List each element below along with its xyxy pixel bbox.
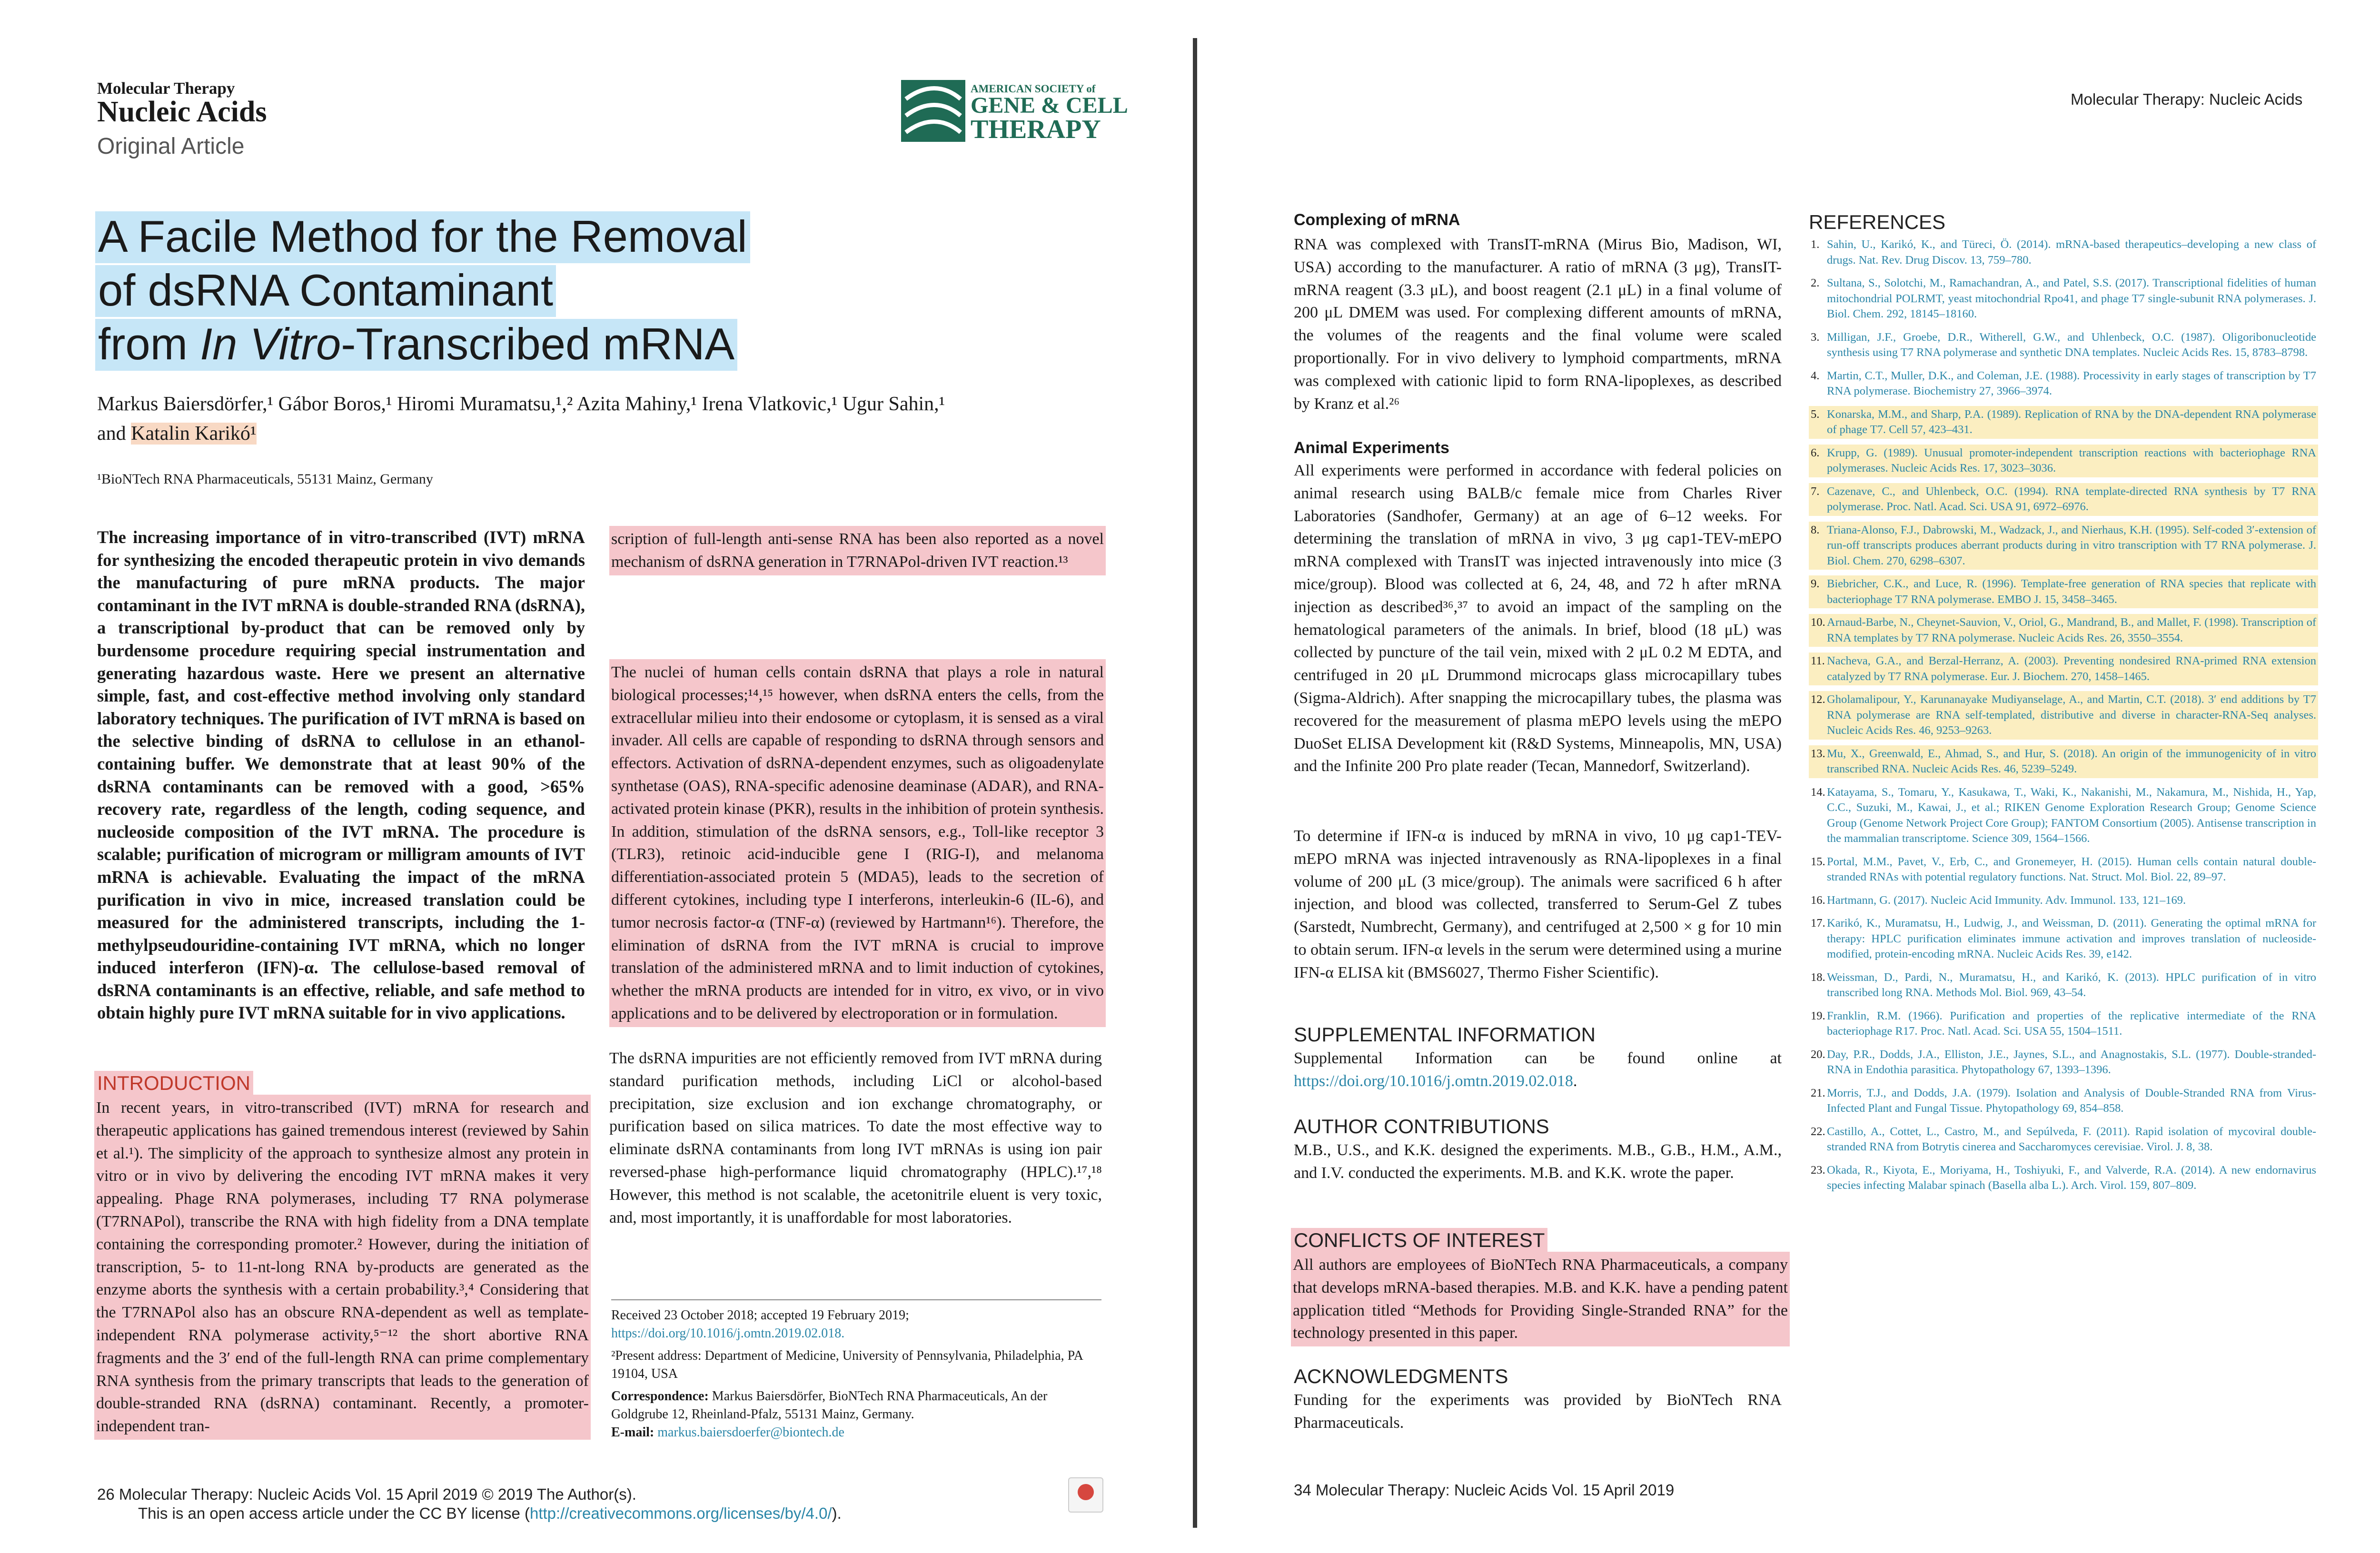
reference-item[interactable]	[1809, 275, 2318, 323]
reference-item[interactable]	[1809, 691, 2318, 740]
affiliation: ¹BioNTech RNA Pharmaceuticals, 55131 Mainz, Germany	[97, 471, 433, 487]
reference-item[interactable]	[1809, 892, 2318, 910]
footer-left-line1: 26 Molecular Therapy: Nucleic Acids Vol. 15 April 2019 © 2019 The Author(s).	[97, 1485, 636, 1503]
crossmark-icon[interactable]	[1068, 1477, 1103, 1513]
introduction-body: In recent years, in vitro-transcribed (IVT) mRNA for research and therapeutic applications has gained tremendous interest (reviewed by Sahin et al.¹). The simplicity of the approach to synthesize almost any protein in vitro or in vivo by delivering the encoding IVT mRNA makes it very appealing. Phage RNA polymerases, including T7 RNA polymerase (T7RNAPol), transcribe the RNA with high fidelity from a DNA template containing the corresponding promoter.² However, during the initiation of transcription, 5- to 11-nt-long RNA by-products are generated as the enzyme aborts the synthesis with a certain probability.³,⁴ Considering that the T7RNAPol also has an obscure RNA-dependent as well as template-independent RNA polymerase activity,⁵⁻¹² the short abortive RNA fragments and the 3′ end of the full-length RNA can prime complementary RNA synthesis from the primary transcripts that leads to the generation of double-stranded RNA (dsRNA) contaminant. Recently, a promoter-independent tran-	[94, 1095, 591, 1440]
logo-mark-icon	[901, 80, 965, 142]
running-head: Molecular Therapy: Nucleic Acids	[2071, 90, 2303, 108]
reference-text[interactable]: Katayama, S., Tomaru, Y., Kasukawa, T., Waki, K., Nakanishi, M., Nakamura, M., Nishida, H., Yap, C.C., Suzuki, M., Kawai, J., et al.; RIKEN Genome Exploration Research Group; Genome Science Group (Genome Network Project Core Group); FANTOM Consortium (2005). Antisense transcription in the mammalian transcriptome. Science 309, 1564–1566.	[1827, 785, 2316, 845]
acknowledgments-heading: ACKNOWLEDGMENTS	[1294, 1365, 1508, 1387]
reference-text[interactable]: Franklin, R.M. (1966). Purification and properties of the replicative intermediate of the RNA bacteriophage R17. Proc. Natl. Acad. Sci. USA 55, 1504–1511.	[1827, 1009, 2316, 1038]
reference-text[interactable]: Sultana, S., Solotchi, M., Ramachandran, A., and Patel, S.S. (2017). Transcriptional fidelities of human mitochondrial POLRMT, yeast mitochondrial Rpo41, and phage T7 single-subunit RNA polymerases. J. Biol. Chem. 292, 18145–18160.	[1827, 277, 2316, 320]
reference-item[interactable]	[1809, 406, 2318, 439]
logo-text-line1: AMERICAN SOCIETY of	[971, 83, 1096, 95]
footer-right: 34 Molecular Therapy: Nucleic Acids Vol. 15 April 2019	[1294, 1481, 1675, 1499]
authors-line-2: and Katalin Karikó¹	[97, 423, 257, 445]
page-divider	[1193, 38, 1197, 1528]
reference-item[interactable]	[1809, 367, 2318, 400]
reference-item[interactable]	[1809, 1123, 2318, 1156]
authors-line-1: Markus Baiersdörfer,¹ Gábor Boros,¹ Hiromi Muramatsu,¹,² Azita Mahiny,¹ Irena Vlatkovic,¹ Ugur Sahin,¹	[97, 393, 945, 415]
abstract: The increasing importance of in vitro-transcribed (IVT) mRNA for synthesizing the encoded therapeutic protein in vivo demands the manufacturing of pure mRNA products. The major contaminant in the IVT mRNA is double-stranded RNA (dsRNA), a transcriptional by-product that can be removed only by burdensome procedure requiring special instrumentation and generating hazardous waste. Here we present an alternative simple, fast, and cost-effective method involving only standard laboratory techniques. The purification of IVT mRNA is based on the selective binding of dsRNA to cellulose in an ethanol-containing buffer. We demonstrate that at least 90% of the dsRNA contaminants can be removed with a good, >65% recovery rate, regardless of the length, coding sequence, and nucleoside composition of the IVT mRNA. The procedure is scalable; purification of microgram or milligram amounts of IVT mRNA is achievable. Evaluating the impact of the mRNA purification in vivo in mice, increased translation could be measured for the administered transcripts, including the 1-methylpseudouridine-containing IVT mRNA, which no longer induced interferon (IFN)-α. The cellulose-based removal of dsRNA contaminants is an effective, reliable, and safe method to obtain highly pure IVT mRNA suitable for in vivo applications.	[97, 527, 585, 1023]
reference-number: 23.	[1811, 1163, 1825, 1177]
reference-number: 19.	[1811, 1009, 1825, 1022]
reference-text[interactable]: Martin, C.T., Muller, D.K., and Coleman, J.E. (1988). Processivity in early stages of transcription by T7 RNA polymerase. Biochemistry 27, 3966–3974.	[1827, 369, 2316, 397]
introduction-heading: INTRODUCTION	[94, 1071, 253, 1096]
reference-number: 12.	[1811, 693, 1825, 706]
reference-item[interactable]	[1809, 1162, 2318, 1195]
reference-number: 18.	[1811, 970, 1825, 984]
reference-number: 20.	[1811, 1048, 1825, 1061]
received-info	[611, 1306, 1101, 1343]
reference-text[interactable]: Day, P.R., Dodds, J.A., Elliston, J.E., Jaynes, S.L., and Anagnostakis, S.L. (1977). Double-stranded-RNA in Endothia parasitica. Phytopathology 67, 1393–1396.	[1827, 1048, 2316, 1076]
reference-number: 4.	[1811, 369, 1820, 382]
reference-item[interactable]	[1809, 614, 2318, 647]
reference-text[interactable]: Okada, R., Kiyota, E., Moriyama, H., Toshiyuki, F., and Valverde, R.A. (2014). A new endornavirus species infecting Malabar spinach (Basella alba L.). Arch. Virol. 159, 807–809.	[1827, 1163, 2316, 1192]
reference-text[interactable]: Mu, X., Greenwald, E., Ahmad, S., and Hur, S. (2018). An origin of the immunogenicity of in vitro transcribed RNA. Nucleic Acids Res. 46, 5239–5249.	[1827, 747, 2316, 775]
society-logo	[901, 80, 1128, 147]
title-line-3: from In Vitro-Transcribed mRNA	[95, 319, 737, 371]
supplemental-body: Supplemental Information can be found online at https://doi.org/10.1016/j.omtn.2019.02.018.	[1294, 1049, 1782, 1090]
reference-text[interactable]: Triana-Alonso, F.J., Dabrowski, M., Wadzack, J., and Nierhaus, K.H. (1995). Self-coded 3′-extension of run-off transcripts produces aberrant products during in vitro transcription with T7 RNA polymerase. J. Biol. Chem. 270, 6298–6307.	[1827, 523, 2316, 567]
title-line-2: of dsRNA Contaminant	[95, 265, 556, 317]
email-label: E-mail:	[611, 1425, 654, 1440]
footnote-divider	[611, 1299, 1101, 1300]
supplemental-link[interactable]: https://doi.org/10.1016/j.omtn.2019.02.018	[1294, 1072, 1573, 1090]
reference-number: 11.	[1811, 654, 1825, 667]
reference-item[interactable]	[1809, 483, 2318, 516]
acknowledgments-body: Funding for the experiments was provided by BioNTech RNA Pharmaceuticals.	[1294, 1391, 1782, 1432]
reference-item[interactable]	[1809, 745, 2318, 778]
email-link[interactable]: markus.baiersdoerfer@biontech.de	[654, 1425, 844, 1440]
reference-number: 21.	[1811, 1086, 1825, 1099]
article-type: Original Article	[97, 134, 245, 159]
supplemental-heading: SUPPLEMENTAL INFORMATION	[1294, 1023, 1596, 1046]
complexing-body: RNA was complexed with TransIT-mRNA (Mirus Bio, Madison, WI, USA) according to the manufacturer. A ratio of mRNA (3 μg), TransIT-mRNA reagent (3.3 μL), and boost reagent (2.1 μL) in a final volume of 200 μL DMEM was used. For complexing different amounts of mRNA, the volumes of the reagents and the final volume were scaled proportionally. For in vivo delivery to lymphoid compartments, mRNA was complexed with cationic lipid to form RNA-lipoplexes, as described by Kranz et al.²⁶	[1294, 236, 1782, 413]
correspondence-label: Correspondence:	[611, 1389, 709, 1404]
references-heading: REFERENCES	[1809, 211, 1946, 233]
reference-item[interactable]	[1809, 853, 2318, 886]
reference-number: 13.	[1811, 747, 1825, 760]
journal-name-small: Molecular Therapy	[97, 79, 235, 98]
reference-number: 1.	[1811, 238, 1820, 251]
reference-item[interactable]	[1809, 915, 2318, 963]
reference-number: 15.	[1811, 855, 1825, 868]
reference-number: 5.	[1811, 407, 1820, 421]
reference-text[interactable]: Hartmann, G. (2017). Nucleic Acid Immunity. Adv. Immunol. 133, 121–169.	[1827, 893, 2186, 907]
present-address: ²Present address: Department of Medicine, University of Pennsylvania, Philadelphia, PA 19104, USA	[611, 1348, 1083, 1381]
logo-text-line3: THERAPY	[971, 115, 1101, 144]
middle-paragraph-3: The dsRNA impurities are not efficiently removed from IVT mRNA during standard purification methods, including LiCl or alcohol-based precipitation, size exclusion and ion exchange chromatography, or purification based on silica matrices. To date the most effective way to eliminate dsRNA contaminants from long IVT mRNAs is using ion pair reversed-phase high-performance liquid chromatography (HPLC).¹⁷,¹⁸ However, this method is not scalable, the acetonitrile eluent is very toxic, and, most importantly, it is unaffordable for most laboratories.	[609, 1049, 1102, 1227]
crossmark-badge-icon	[1078, 1484, 1094, 1500]
reference-text[interactable]: Portal, M.M., Pavet, V., Erb, C., and Gronemeyer, H. (2015). Human cells contain natural double-stranded RNAs with potential regulatory functions. Nat. Struct. Mol. Biol. 22, 89–97.	[1827, 855, 2316, 883]
reference-item[interactable]	[1809, 236, 2318, 269]
footer-left-line2: This is an open access article under the CC BY license (http://creativecommons.org/licenses/by/4.0/).	[138, 1504, 842, 1522]
logo-text-line2: GENE & CELL	[971, 93, 1128, 118]
reference-number: 7.	[1811, 485, 1820, 498]
reference-text[interactable]: Weissman, D., Pardi, N., Muramatsu, H., and Karikó, K. (2013). HPLC purification of in vitro transcribed long RNA. Methods Mol. Biol. 969, 43–54.	[1827, 970, 2316, 999]
reference-number: 8.	[1811, 523, 1820, 536]
reference-text[interactable]: Cazenave, C., and Uhlenbeck, O.C. (1994). RNA template-directed RNA synthesis by T7 RNA polymerase. Proc. Natl. Acad. Sci. USA 91, 6972–6976.	[1827, 485, 2316, 513]
conflicts-heading: CONFLICTS OF INTEREST	[1291, 1228, 1547, 1253]
reference-text[interactable]: Castillo, A., Cottet, L., Castro, M., and Sepúlveda, F. (2011). Rapid isolation of mycoviral double-stranded RNA from Botrytis cinerea and Saccharomyces cerevisiae. Virol. J. 8, 38.	[1827, 1125, 2316, 1153]
reference-number: 6.	[1811, 446, 1820, 459]
article-title	[95, 209, 752, 371]
author-contributions-heading: AUTHOR CONTRIBUTIONS	[1294, 1115, 1549, 1138]
middle-paragraph-1: scription of full-length anti-sense RNA has been also reported as a novel mechanism of dsRNA generation in T7RNAPol-driven IVT reaction.¹³	[609, 526, 1106, 575]
received-dates: Received 23 October 2018; accepted 19 February 2019;	[611, 1308, 909, 1323]
correspondence	[611, 1387, 1101, 1442]
reference-item[interactable]	[1809, 969, 2318, 1002]
conflicts-body: All authors are employees of BioNTech RNA Pharmaceuticals, a company that develops mRNA-based therapies. M.B. and K.K. have a pending patent application titled “Methods for Providing Single-Stranded RNA” for the technology presented in this paper.	[1291, 1252, 1790, 1346]
complexing-heading: Complexing of mRNA	[1294, 211, 1460, 229]
reference-text[interactable]: Morris, T.J., and Dodds, J.A. (1979). Isolation and Analysis of Double-Stranded RNA from Virus-Infected Plant and Fungal Tissue. Phytopathology 69, 854–858.	[1827, 1086, 2316, 1115]
ifn-paragraph: To determine if IFN-α is induced by mRNA in vivo, 10 μg cap1-TEV-mEPO mRNA was injected intravenously as RNA-lipoplexes in a final volume of 200 μL (3 mice/group). The animals were sacrificed 6 h after injection, and blood was collected, transferred to Serum-Gel Z tubes (Sarstedt, Numbrecht, Germany), and centrifuged at 2,500 × g for 10 min to obtain serum. IFN-α levels in the serum were determined using a murine IFN-α ELISA kit (BMS6027, Thermo Fisher Scientific).	[1294, 827, 1782, 981]
animal-experiments-body: All experiments were performed in accordance with federal policies on animal research using BALB/c female mice from Charles River Laboratories (Sandhofer, Germany) at an age of 6–12 weeks. For determining the translation of mRNA in vivo, 3 μg cap1-TEV-mEPO mRNA complexed with TransIT was injected intravenously into mice (3 mice/group). Blood was collected at 6, 24, 48, and 72 h after mRNA injection as described³⁶,³⁷ to avoid an impact of the sampling on the hematological parameters of the animals. In brief, blood (18 μL) was collected by puncture of the tail vein, mixed with 2 μL 0.2 M EDTA, and centrifuged in 20 μL Drummond microcaps glass microcapillary tubes (Sigma-Aldrich). After snapping the microcapillary tubes, the plasma was recovered for the measurement of plasma mEPO levels using the mEPO DuoSet ELISA Development kit (R&D Systems, Minneapolis, MN, USA) and the Infinite 200 Pro plate reader (Tecan, Mannedorf, Switzerland).	[1294, 462, 1782, 775]
reference-item[interactable]	[1809, 522, 2318, 570]
doi-link[interactable]: https://doi.org/10.1016/j.omtn.2019.02.018.	[611, 1326, 845, 1341]
reference-text[interactable]: Milligan, J.F., Groebe, D.R., Witherell, G.W., and Uhlenbeck, O.C. (1987). Oligoribonucleotide synthesis using T7 RNA polymerase and synthetic DNA templates. Nucleic Acids Res. 15, 8783–8798.	[1827, 330, 2316, 359]
animal-experiments-heading: Animal Experiments	[1294, 439, 1449, 457]
reference-number: 22.	[1811, 1125, 1825, 1138]
title-line-1: A Facile Method for the Removal	[95, 211, 750, 263]
reference-number: 10.	[1811, 616, 1825, 629]
reference-number: 2.	[1811, 277, 1820, 289]
reference-item[interactable]	[1809, 784, 2318, 848]
correspondence-text: Markus Baiersdörfer, BioNTech RNA Pharmaceuticals, An der Goldgrube 12, Rheinland-Pfalz, 55131 Mainz, Germany.	[611, 1389, 1048, 1422]
reference-text[interactable]: Nacheva, G.A., and Berzal-Herranz, A. (2003). Preventing nondesired RNA-primed RNA extension catalyzed by T7 RNA polymerase. Eur. J. Biochem. 270, 1458–1465.	[1827, 654, 2316, 683]
journal-name: Nucleic Acids	[97, 96, 267, 128]
corresponding-author-highlight: Katalin Karikó¹	[131, 423, 257, 445]
reference-number: 17.	[1811, 917, 1825, 930]
reference-text[interactable]: Karikó, K., Muramatsu, H., Ludwig, J., and Weissman, D. (2011). Generating the optimal mRNA for therapy: HPLC purification eliminates immune activation and improves translation of nucleoside-modified, protein-encoding mRNA. Nucleic Acids Res. 39, e142.	[1827, 917, 2316, 960]
reference-number: 3.	[1811, 330, 1820, 344]
author-list	[97, 389, 1097, 448]
reference-text[interactable]: Biebricher, C.K., and Luce, R. (1996). Template-free generation of RNA species that replicate with bacteriophage T7 RNA polymerase. EMBO J. 15, 3458–3465.	[1827, 577, 2316, 606]
reference-item[interactable]	[1809, 1046, 2318, 1079]
author-contributions-body: M.B., U.S., and K.K. designed the experiments. M.B., G.B., H.M., A.M., and I.V. conducted the experiments. M.B. and K.K. wrote the paper.	[1294, 1141, 1782, 1182]
reference-text[interactable]: Gholamalipour, Y., Karunanayake Mudiyanselage, A., and Martin, C.T. (2018). 3′ end additions by T7 RNA polymerase are RNA self-templated, distributive and diverse in character-RNA-Seq analyses. Nucleic Acids Res. 46, 9253–9263.	[1827, 693, 2316, 737]
reference-item[interactable]	[1809, 445, 2318, 477]
references-list	[1809, 236, 2318, 1200]
reference-item[interactable]	[1809, 575, 2318, 608]
reference-item[interactable]	[1809, 329, 2318, 362]
reference-text[interactable]: Arnaud-Barbe, N., Cheynet-Sauvion, V., Oriol, G., Mandrand, B., and Mallet, F. (1998). Transcription of RNA templates by T7 RNA polymerase. Nucleic Acids Res. 26, 3550–3554.	[1827, 616, 2316, 644]
reference-text[interactable]: Krupp, G. (1989). Unusual promoter-independent transcription reactions with bacteriophage RNA polymerases. Nucleic Acids Res. 17, 3023–3036.	[1827, 446, 2316, 475]
reference-number: 16.	[1811, 893, 1825, 907]
footer-left	[97, 1485, 906, 1523]
middle-paragraph-2: The nuclei of human cells contain dsRNA that plays a role in natural biological processes;¹⁴,¹⁵ however, when dsRNA enters the cells, from the extracellular milieu into their endosome or cytoplasm, it is sensed as a viral invader. All cells are capable of responding to dsRNA through sensors and effectors. Activation of dsRNA-dependent enzymes, such as oligoadenylate synthetase (OAS), RNA-specific adenosine deaminase (ADAR), and RNA-activated protein kinase (PKR), results in the inhibition of protein synthesis. In addition, stimulation of the dsRNA sensors, e.g., Toll-like receptor 3 (TLR3), retinoic acid-inducible gene I (RIG-I), and melanoma differentiation-associated protein 5 (MDA5), leads to the secretion of different cytokines, including type I interferons, interleukin-6 (IL-6), and tumor necrosis factor-α (TNF-α) (reviewed by Hartmann¹⁶). Therefore, the elimination of dsRNA from the IVT mRNA is crucial to improve translation of the administered mRNA and to limit induction of cytokines, whether the mRNA products are intended for in vitro, ex vivo, or in vivo applications and to be delivered by electroporation or in formulation.	[609, 659, 1106, 1027]
reference-item[interactable]	[1809, 1008, 2318, 1040]
reference-text[interactable]: Konarska, M.M., and Sharp, P.A. (1989). Replication of RNA by the DNA-dependent RNA polymerase of phage T7. Cell 57, 423–431.	[1827, 407, 2316, 436]
reference-number: 14.	[1811, 785, 1825, 799]
reference-item[interactable]	[1809, 1085, 2318, 1118]
license-link[interactable]: http://creativecommons.org/licenses/by/4.0/	[529, 1504, 832, 1522]
reference-item[interactable]	[1809, 653, 2318, 685]
reference-number: 9.	[1811, 577, 1820, 590]
reference-text[interactable]: Sahin, U., Karikó, K., and Türeci, Ö. (2014). mRNA-based therapeutics–developing a new class of drugs. Nat. Rev. Drug Discov. 13, 759–780.	[1827, 238, 2316, 267]
